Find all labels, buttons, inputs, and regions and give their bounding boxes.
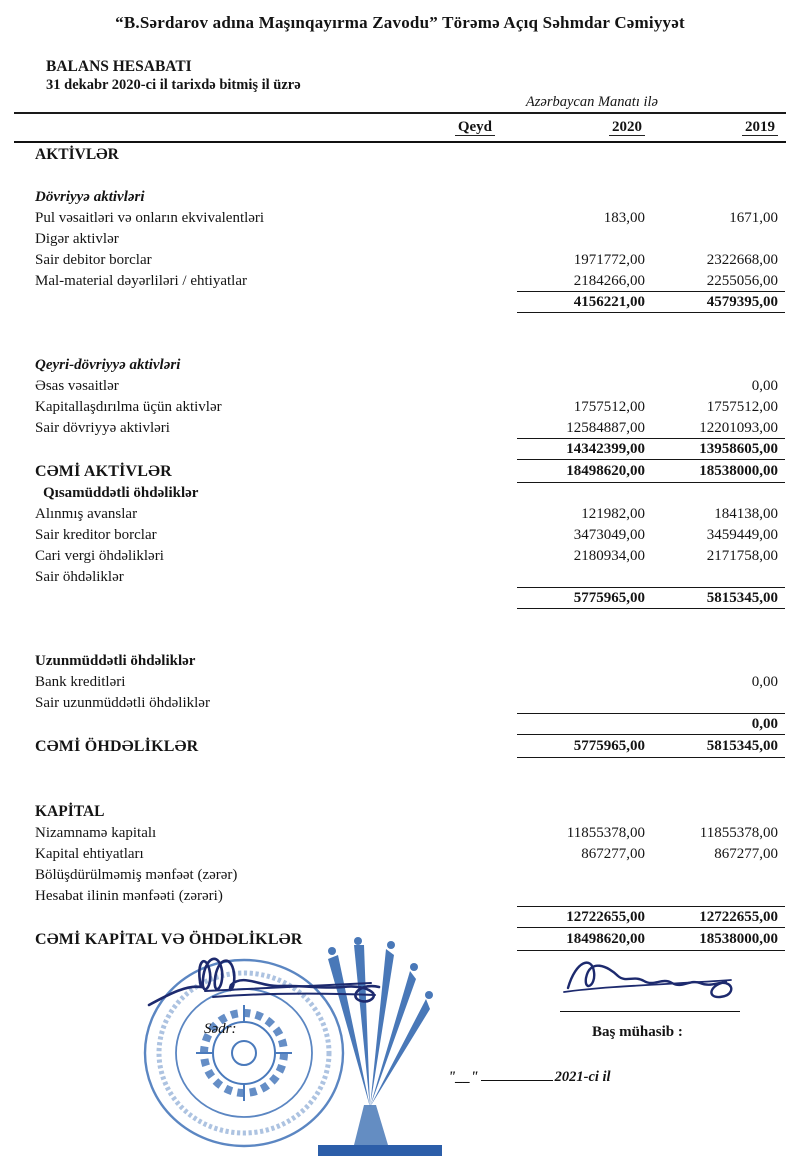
value-2020 [517,187,645,208]
table-row [0,672,800,693]
value-2020: 5775965,00 [573,738,645,754]
table-row [0,208,800,229]
col-header-2020-cell [517,114,645,141]
value-2019: 3459449,00 [706,527,778,543]
value-2019: 12201093,00 [699,420,778,436]
table-row [0,187,800,208]
col-header-2019-cell [645,114,785,141]
table-row [0,844,800,865]
table-row [0,355,800,376]
row-label: Kapital ehtiyatları [35,846,144,862]
value-2019: 1671,00 [729,210,778,226]
value-2019: 184138,00 [714,506,778,522]
row-values [517,588,785,609]
value-2019 [645,865,785,886]
value-2019: 11855378,00 [699,825,778,841]
row-label: Dövriyyə aktivləri [35,189,145,205]
value-2020 [517,376,645,397]
row-values [517,525,785,546]
value-2019: 4579395,00 [706,294,778,310]
row-label: Sair öhdəliklər [35,569,124,585]
value-2019 [645,886,785,906]
value-2020 [517,355,645,376]
row-values [517,355,785,376]
col-header-values [517,114,785,141]
table-row [0,865,800,886]
row-label: Sair uzunmüddətli öhdəliklər [35,695,210,711]
row-label [35,714,517,735]
stamp-bottom-bar [318,1145,442,1156]
value-2019: 5815345,00 [706,738,778,754]
value-2020 [517,567,645,587]
table-row [0,735,800,758]
table-row [0,376,800,397]
table-row [0,567,800,588]
row-values [517,397,785,418]
date-prefix: "__" [448,1069,479,1085]
value-2020 [517,714,645,734]
value-2020: 867277,00 [581,846,645,862]
value-2019: 13958605,00 [699,441,778,457]
row-label: Hesabat ilinin mənfəəti (zərəri) [35,888,223,904]
row-label: KAPİTAL [35,803,105,820]
value-2020 [517,229,645,250]
value-2020: 1971772,00 [573,252,645,268]
table-row [0,250,800,271]
row-label: Bank kreditləri [35,674,126,690]
row-label [35,439,517,460]
row-values [517,439,785,460]
row-label: Sair debitor borclar [35,252,152,268]
value-2019: 867277,00 [714,846,778,862]
row-label: CƏMİ KAPİTAL VƏ ÖHDƏLİKLƏR [35,931,303,948]
table-row [0,229,800,250]
row-values [517,567,785,588]
value-2019: 2171758,00 [706,548,778,564]
table-row [0,271,800,292]
row-values [517,229,785,250]
row-label [35,588,517,609]
gear-icon [196,1005,292,1101]
row-values [517,735,785,758]
value-2019: 0,00 [751,378,778,394]
table-rows [0,143,800,951]
value-2020: 12584887,00 [566,420,645,436]
date-year: 2021-ci il [554,1069,611,1085]
row-label: Nizamnamə kapitalı [35,825,157,841]
table-row [0,483,800,504]
row-label: CƏMİ ÖHDƏLİKLƏR [35,738,199,755]
value-2020: 18498620,00 [566,463,645,479]
row-values [517,886,785,907]
table-row [0,292,800,313]
value-2020 [517,672,645,693]
row-values [517,271,785,292]
row-values [517,928,785,951]
value-2019 [645,355,785,376]
value-2019: 18538000,00 [699,463,778,479]
accountant-label: Baş mühasib : [592,1024,683,1040]
value-2019 [645,483,785,504]
value-2020 [517,693,645,713]
row-label: Pul vəsaitləri və onların ekvivalentləri [35,210,265,226]
row-label: Kapitallaşdırılma üçün aktivlər [35,399,222,415]
value-2020: 4156221,00 [573,294,645,310]
value-2020 [517,886,645,906]
row-values [517,187,785,208]
row-values [517,292,785,313]
table-row [0,418,800,439]
row-values [517,865,785,886]
row-values [517,907,785,928]
date-blank-line [481,1066,553,1081]
spacer-row [0,313,800,334]
row-values [517,546,785,567]
table-row [0,546,800,567]
spacer-row [0,630,800,651]
value-2020: 1757512,00 [573,399,645,415]
accountant-signature-line [560,1011,740,1012]
value-2019: 18538000,00 [699,931,778,947]
value-2019 [645,187,785,208]
spacer-row [0,779,800,800]
value-2019: 2322668,00 [706,252,778,268]
company-title: “B.Sərdarov adına Maşınqayırma Zavodu” Törəmə Açıq Səhmdar Cəmiyyət [115,13,685,32]
chairman-label: Sədr: [204,1021,237,1037]
value-2020: 11855378,00 [566,825,645,841]
col-header-qeyd-cell [35,114,517,141]
table-row [0,397,800,418]
table-row [0,143,800,166]
value-2020: 12722655,00 [566,909,645,925]
row-label: Cari vergi öhdəlikləri [35,548,164,564]
value-2020 [517,143,645,166]
row-values [517,693,785,714]
value-2019: 1757512,00 [706,399,778,415]
row-label: Mal-material dəyərliləri / ehtiyatlar [35,273,247,289]
row-label: Digər aktivlər [35,231,119,247]
row-values [517,504,785,525]
value-2020: 14342399,00 [566,441,645,457]
table-row [0,886,800,907]
row-label: Alınmış avanslar [35,506,138,522]
row-label: CƏMİ AKTİVLƏR [35,463,172,480]
col-header-2020: 2020 [609,119,645,136]
row-values [517,208,785,229]
row-values [517,714,785,735]
value-2019 [645,693,785,713]
table-row [0,504,800,525]
row-values [517,376,785,397]
table-row [0,588,800,609]
row-values [517,823,785,844]
value-2020 [517,800,645,823]
value-2020: 183,00 [603,210,645,226]
value-2020: 121982,00 [581,506,645,522]
value-2019 [645,800,785,823]
value-2020 [517,651,645,672]
value-2019 [645,567,785,587]
col-header-qeyd: Qeyd [455,119,495,136]
currency-note: Azərbaycan Manatı ilə [525,94,658,110]
table-row [0,800,800,823]
value-2020: 2184266,00 [573,273,645,289]
table-row [0,714,800,735]
table-row [0,823,800,844]
value-2019 [645,143,785,166]
value-2019: 0,00 [751,674,778,690]
row-values [517,800,785,823]
date-line [448,1066,611,1086]
value-2019 [645,229,785,250]
value-2019: 2255056,00 [706,273,778,289]
row-values [517,672,785,693]
table-row [0,525,800,546]
spacer-row [0,609,800,630]
table-row [0,693,800,714]
row-label: Uzunmüddətli öhdəliklər [35,653,196,669]
table-row [0,907,800,928]
row-values [517,250,785,271]
row-label: Sair kreditor borclar [35,527,157,543]
chairman-signature [143,943,393,1018]
spacer-row [0,166,800,187]
row-label [35,292,517,313]
row-values [517,143,785,166]
row-values [517,418,785,439]
row-values [517,844,785,865]
value-2019 [645,651,785,672]
row-values [517,651,785,672]
row-label: Sair dövriyyə aktivləri [35,420,170,436]
row-label: Bölüşdürülməmiş mənfəət (zərər) [35,867,238,883]
accountant-signature [556,950,741,1012]
value-2020 [517,865,645,886]
table-row [0,439,800,460]
value-2019: 12722655,00 [699,909,778,925]
row-label: Əsas vəsaitlər [35,378,119,394]
spacer-row [0,758,800,779]
row-label [35,907,517,928]
value-2020: 2180934,00 [573,548,645,564]
row-values [517,460,785,483]
value-2020 [517,483,645,504]
value-2020: 3473049,00 [573,527,645,543]
row-label: AKTİVLƏR [35,146,119,163]
report-title: BALANS HESABATI [46,58,192,75]
value-2020: 5775965,00 [573,590,645,606]
report-period: 31 dekabr 2020-ci il tarixdə bitmiş il üzrə [46,77,301,93]
col-header-2019: 2019 [742,119,778,136]
value-2019: 5815345,00 [706,590,778,606]
row-label: Qısamüddətli öhdəliklər [43,485,199,501]
row-values [517,483,785,504]
row-label: Qeyri-dövriyyə aktivləri [35,357,181,373]
table-row [0,651,800,672]
spacer-row [0,334,800,355]
value-2019: 0,00 [751,716,778,732]
table-row [0,460,800,483]
column-header-row [0,114,800,141]
value-2020: 18498620,00 [566,931,645,947]
